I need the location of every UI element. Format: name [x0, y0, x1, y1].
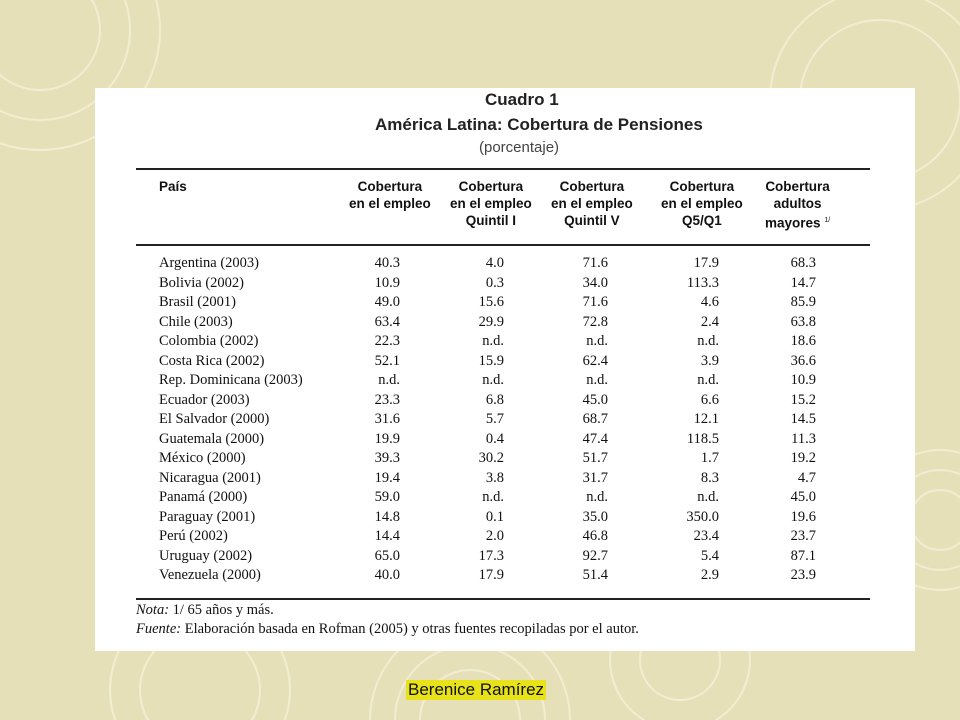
row-country: Paraguay (2001) [159, 508, 256, 525]
row-value-v4: 113.3 [686, 274, 719, 291]
row-value-v1: n.d. [378, 372, 400, 388]
row-value-v2: 29.9 [478, 313, 504, 330]
row-value-v4: 118.5 [686, 430, 719, 447]
table-unit: (porcentaje) [479, 139, 560, 156]
row-value-v3: 68.7 [582, 411, 608, 427]
row-country: Colombia (2002) [159, 333, 259, 349]
row-value-v1: 63.4 [374, 313, 400, 330]
row-value-v4: 5.4 [700, 547, 719, 564]
row-value-v5: 68.3 [790, 255, 816, 271]
header-rule [136, 244, 870, 246]
row-country: Ecuador (2003) [159, 391, 250, 408]
row-value-v3: 62.4 [582, 352, 608, 369]
row-value-v3: 51.4 [582, 567, 608, 583]
row-country: Brasil (2001) [159, 294, 236, 310]
row-value-v3: 46.8 [582, 528, 608, 544]
table-notes [136, 601, 639, 639]
header-col3: Cobertura en el empleo Quintil V [551, 179, 633, 228]
table-row [95, 255, 915, 275]
row-value-v2: 17.3 [478, 547, 504, 564]
row-value-v4: 23.4 [693, 528, 719, 544]
row-value-v2: 4.0 [485, 255, 504, 271]
row-value-v2: 3.8 [485, 469, 504, 486]
row-value-v4: n.d. [697, 489, 719, 505]
row-value-v4: 2.9 [700, 567, 719, 583]
row-value-v3: 51.7 [582, 450, 608, 466]
table-row [95, 392, 915, 412]
row-value-v4: 6.6 [700, 391, 719, 408]
row-value-v2: n.d. [482, 333, 504, 349]
header-col5: Cobertura adultos mayores $^{1/}$ [765, 179, 831, 231]
row-value-v4: 2.4 [700, 313, 719, 330]
table-row [95, 372, 915, 392]
row-value-v3: n.d. [586, 489, 608, 505]
table-row [95, 470, 915, 490]
row-value-v1: 14.8 [374, 508, 400, 525]
table-row [95, 294, 915, 314]
row-value-v5: 23.7 [790, 528, 816, 544]
table-row [95, 431, 915, 451]
table-row [95, 567, 915, 587]
row-value-v5: 18.6 [790, 333, 816, 349]
row-country: Panamá (2000) [159, 489, 248, 505]
row-value-v3: 71.6 [582, 255, 608, 271]
row-value-v3: 35.0 [582, 508, 608, 525]
row-value-v5: 45.0 [790, 489, 816, 505]
row-value-v3: 72.8 [582, 313, 608, 330]
row-value-v4: n.d. [697, 333, 719, 349]
row-value-v1: 59.0 [374, 489, 400, 505]
table-row [95, 450, 915, 470]
row-value-v5: 85.9 [790, 294, 816, 310]
row-country: Uruguay (2002) [159, 547, 253, 564]
row-value-v2: 15.6 [478, 294, 504, 310]
source-line: Fuente: Elaboración basada en Rofman (2005) y otras fuentes recopiladas por el autor. [136, 621, 639, 637]
row-value-v1: 65.0 [374, 547, 400, 564]
row-country: Chile (2003) [159, 313, 233, 330]
table-row [95, 411, 915, 431]
table-row [95, 314, 915, 334]
row-value-v5: 63.8 [790, 313, 816, 330]
table-row [95, 528, 915, 548]
table-row [95, 275, 915, 295]
table-subtitle: América Latina: Cobertura de Pensiones [375, 115, 703, 134]
row-country: El Salvador (2000) [159, 411, 270, 427]
row-value-v2: 30.2 [478, 450, 504, 466]
row-value-v2: 17.9 [478, 567, 504, 583]
table-row [95, 509, 915, 529]
row-value-v1: 52.1 [374, 352, 400, 369]
table-row [95, 489, 915, 509]
row-value-v4: n.d. [697, 372, 719, 388]
row-value-v3: 47.4 [582, 430, 608, 447]
row-value-v2: 15.9 [478, 352, 504, 369]
header-col1: Cobertura en el empleo [349, 179, 431, 211]
row-value-v1: 10.9 [374, 274, 400, 291]
row-value-v1: 49.0 [374, 294, 400, 310]
author-footer: Berenice Ramírez [408, 680, 545, 699]
row-value-v4: 4.6 [700, 294, 719, 310]
row-country: Guatemala (2000) [159, 430, 265, 447]
header-pais: País [159, 179, 187, 194]
table-row [95, 548, 915, 568]
row-value-v2: 0.3 [485, 274, 504, 291]
row-value-v5: 19.2 [790, 450, 816, 466]
row-value-v5: 15.2 [790, 391, 816, 408]
row-value-v2: n.d. [482, 489, 504, 505]
row-value-v1: 19.4 [374, 469, 400, 486]
header-col4: Cobertura en el empleo Q5/Q1 [661, 179, 743, 228]
row-value-v1: 14.4 [374, 528, 400, 544]
row-value-v3: n.d. [586, 372, 608, 388]
row-value-v1: 40.0 [374, 567, 400, 583]
row-value-v3: 34.0 [582, 274, 608, 291]
top-rule-right [322, 168, 870, 170]
table-panel [95, 88, 915, 651]
row-country: Nicaragua (2001) [159, 469, 261, 486]
header-col2: Cobertura en el empleo Quintil I [450, 179, 532, 228]
note-line: Nota: 1/ 65 años y más. [136, 602, 274, 618]
row-value-v3: 45.0 [582, 391, 608, 408]
row-value-v5: 11.3 [791, 430, 816, 447]
table-row [95, 353, 915, 373]
row-value-v5: 87.1 [790, 547, 816, 564]
row-value-v1: 31.6 [374, 411, 400, 427]
row-value-v4: 1.7 [700, 450, 719, 466]
row-value-v3: 71.6 [582, 294, 608, 310]
row-value-v2: 0.1 [485, 508, 504, 525]
row-value-v4: 17.9 [693, 255, 719, 271]
row-value-v3: n.d. [586, 333, 608, 349]
row-value-v5: 4.7 [797, 469, 816, 486]
top-rule-left [136, 168, 322, 170]
row-value-v5: 14.5 [790, 411, 816, 427]
bottom-rule [136, 598, 870, 600]
row-country: Bolivia (2002) [159, 274, 244, 291]
row-value-v2: 6.8 [485, 391, 504, 408]
row-value-v5: 23.9 [790, 567, 816, 583]
row-value-v5: 36.6 [790, 352, 816, 369]
row-value-v1: 19.9 [374, 430, 400, 447]
row-value-v2: 2.0 [485, 528, 504, 544]
row-value-v1: 39.3 [374, 450, 400, 466]
row-value-v5: 19.6 [790, 508, 816, 525]
row-value-v4: 350.0 [686, 508, 719, 525]
row-value-v5: 14.7 [790, 274, 816, 291]
row-value-v1: 22.3 [374, 333, 400, 349]
row-value-v2: 5.7 [485, 411, 504, 427]
row-value-v2: n.d. [482, 372, 504, 388]
row-value-v4: 3.9 [700, 352, 719, 369]
row-country: Venezuela (2000) [159, 567, 261, 583]
table-title: Cuadro 1 [485, 90, 559, 109]
row-value-v2: 0.4 [485, 430, 504, 447]
row-country: Costa Rica (2002) [159, 352, 265, 369]
row-value-v5: 10.9 [790, 372, 816, 388]
row-country: Argentina (2003) [159, 255, 259, 271]
row-value-v1: 23.3 [374, 391, 400, 408]
row-value-v3: 92.7 [582, 547, 608, 564]
table-row [95, 333, 915, 353]
row-country: Perú (2002) [159, 528, 228, 544]
row-value-v4: 12.1 [693, 411, 719, 427]
row-country: Rep. Dominicana (2003) [159, 372, 303, 388]
row-value-v3: 31.7 [582, 469, 608, 486]
row-value-v1: 40.3 [374, 255, 400, 271]
row-country: México (2000) [159, 450, 246, 466]
row-value-v4: 8.3 [700, 469, 719, 486]
